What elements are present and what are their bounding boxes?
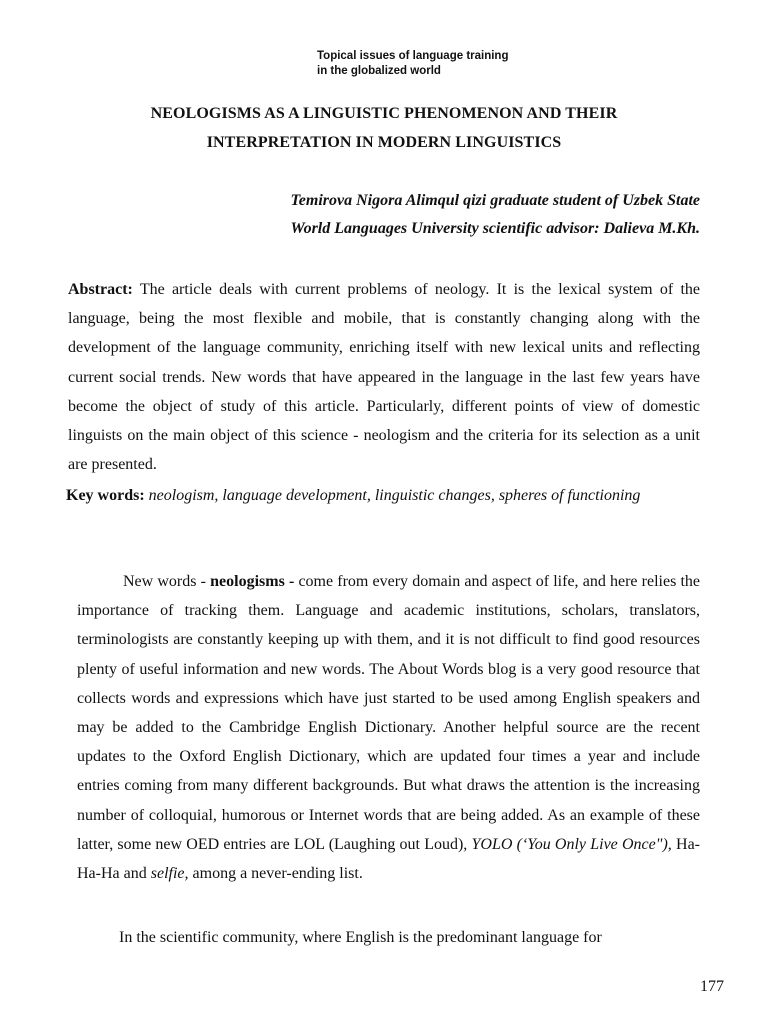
body-p1-selfie: selfie, — [150, 865, 189, 883]
body-p1-end: among a never-ending list. — [188, 865, 363, 883]
body-p1-yolo: YOLO (‘You Only Live Once"), — [471, 835, 672, 853]
body-p1-haha: Ha-Ha-Ha and — [77, 835, 701, 883]
abstract-label: Abstract: — [68, 281, 133, 298]
author-affiliation — [220, 187, 700, 243]
keywords-paragraph — [66, 481, 700, 511]
running-header — [317, 49, 509, 79]
abstract-text: The article deals with current problems of neology. It is the lexical system of the language, being the most flexible and mobile, that is constantly changing along with the development of the language community, enriching itself with new lexical units and reflecting current social trends. New words that have appeared in the language in the last few years have become the object of study of this article. Particularly, different points of view of domestic linguists on the main object of this science - neologism and the criteria for its selection as a unit are presented. — [68, 281, 700, 474]
article-title-line-2: INTERPRETATION IN MODERN LINGUISTICS — [206, 134, 562, 151]
body-p1-intro: New words - — [123, 573, 211, 590]
body-p1-main: come from every domain and aspect of life, and here relies the importance of tracking them. Language and academic institutions, scholars, translators, terminologists are constantly keeping up with them, and it is not difficult to find good resources plenty of useful information and new words. The About Words blog is a very good resource that collects words and expressions which have just started to be used among English speakers and may be added to the Cambridge English Dictionary. Another helpful source are the recent updates to the Oxford English Dictionary, which are updated four times a year and include entries coming from many different backgrounds. But what draws the attention is the increasing number of colloquial, humorous or Internet words that are being added. As an example of these latter, some new OED entries are LOL (Laughing out Loud), — [77, 573, 701, 853]
running-header-line-2: in the globalized world — [317, 65, 441, 77]
author-line-2: World Languages University scientific advisor: Dalieva M.Kh. — [290, 220, 700, 237]
article-title-line-1: NEOLOGISMS AS A LINGUISTIC PHENOMENON AND THEIR — [150, 105, 618, 122]
abstract-paragraph — [68, 275, 700, 479]
body-p1-term: neologisms - — [210, 573, 295, 590]
body-paragraph-2: In the scientific community, where English is the predominant language for — [119, 929, 602, 946]
keywords-label: Key words: — [66, 487, 145, 504]
page-number: 177 — [700, 978, 724, 995]
keywords-text: neologism, language development, linguistic changes, spheres of functioning — [148, 487, 641, 504]
body-paragraph-1 — [77, 567, 700, 888]
article-title — [60, 99, 708, 157]
author-line-1: Temirova Nigora Alimqul qizi graduate student of Uzbek State — [290, 192, 700, 209]
running-header-line-1: Topical issues of language training — [317, 50, 509, 62]
